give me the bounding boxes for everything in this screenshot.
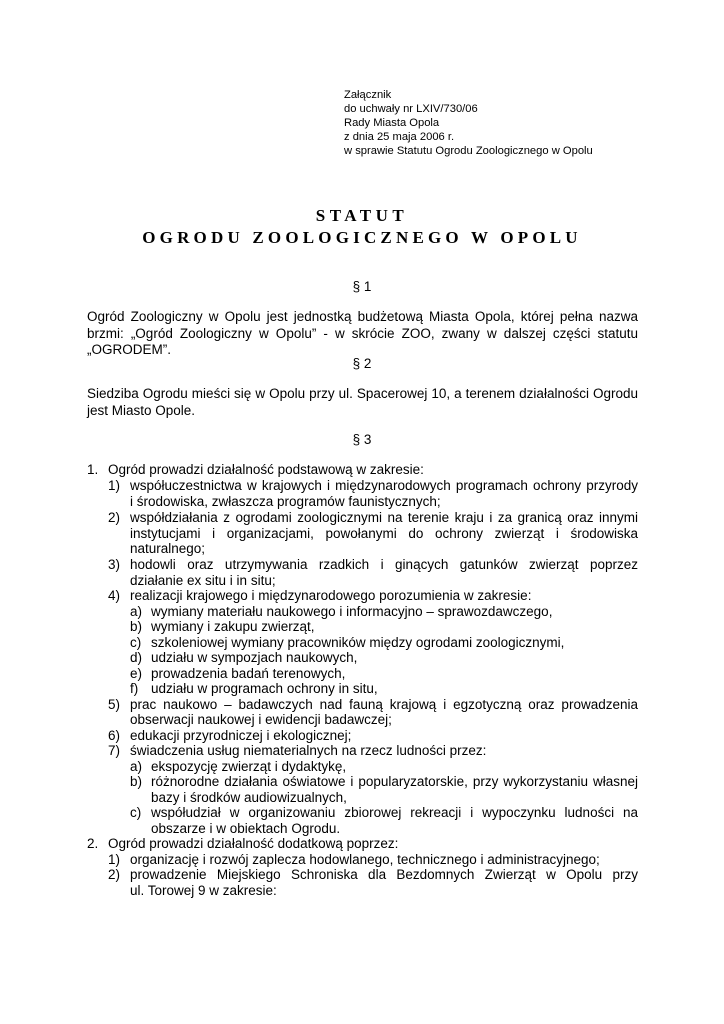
header-line: do uchwały nr LXIV/730/06	[344, 103, 478, 115]
list-text: obszarze i w obiektach Ogrodu.	[151, 821, 341, 836]
list-marker: 6)	[108, 728, 121, 743]
text-line: brzmi: „Ogród Zoologiczny w Opolu” - w skrócie ZOO, zwany w dalszej części statutu	[87, 325, 638, 341]
header-line: z dnia 25 maja 2006 r.	[344, 131, 455, 143]
list-marker: 1)	[108, 852, 121, 867]
list-text: realizacji krajowego i międzynarodowego porozumienia w zakresie:	[130, 588, 532, 603]
list-marker: a)	[130, 759, 143, 774]
list-text: udziału w sympozjach naukowych,	[151, 650, 358, 665]
list-text: hodowli oraz utrzymywania rzadkich i ginących gatunków zwierząt poprzez	[130, 557, 638, 572]
list-marker: 3)	[108, 557, 121, 572]
list-marker: 2.	[87, 836, 99, 851]
list-text: instytucjami i organizacjami, powołanymi do ochrony zwierząt i środowiska	[130, 526, 638, 541]
list-text: prowadzenia badań terenowych,	[151, 666, 346, 681]
list-text: wymiany i zakupu zwierząt,	[151, 619, 315, 634]
list-marker: 2)	[108, 867, 121, 882]
list-text: współdziałania z ogrodami zoologicznymi na terenie kraju i za granicą oraz innymi	[130, 510, 638, 525]
list-marker: 1.	[87, 462, 99, 477]
list-text: świadczenia usług niematerialnych na rzecz ludności przez:	[130, 743, 487, 758]
list-text: różnorodne działania oświatowe i popularyzatorskie, przy wykorzystaniu własnej	[151, 774, 638, 789]
list-text: ul. Torowej 9 w zakresie:	[130, 883, 277, 898]
header-line: Załącznik	[344, 89, 392, 101]
list-marker: a)	[130, 604, 143, 619]
list-text: wymiany materiału naukowego i informacyjno – sprawozdawczego,	[151, 604, 553, 619]
header-line: w sprawie Statutu Ogrodu Zoologicznego w Opolu	[344, 145, 593, 157]
list-marker: d)	[130, 650, 143, 665]
list-marker: 7)	[108, 743, 121, 758]
list-marker: 5)	[108, 697, 121, 712]
section-1-text	[87, 309, 638, 359]
list-text: współuczestnictwa w krajowych i międzynarodowych programach ochrony przyrody	[130, 478, 638, 493]
section-heading-3: § 3	[352, 432, 372, 447]
list-marker: f)	[130, 681, 139, 696]
list-text: współudział w organizowaniu zbiorowej rekreacji i wypoczynku ludności na	[151, 805, 638, 820]
list-marker: b)	[130, 774, 143, 789]
list-marker: c)	[130, 635, 142, 650]
text-line: jest Miasto Opole.	[87, 402, 196, 418]
list-marker: b)	[130, 619, 143, 634]
text-line: Ogród Zoologiczny w Opolu jest jednostką budżetową Miasta Opola, której pełna nazwa	[87, 309, 638, 324]
list-text: organizację i rozwój zaplecza hodowlanego, technicznego i administracyjnego;	[130, 852, 600, 867]
header-line: Rady Miasta Opola	[344, 117, 440, 129]
list-marker: 2)	[108, 510, 121, 525]
document-subtitle: OGRODU ZOOLOGICZNEGO W OPOLU	[142, 228, 582, 247]
list-text: obserwacji naukowej i ewidencji badawczej;	[130, 712, 392, 727]
attachment-header	[344, 88, 593, 158]
list-text: naturalnego;	[130, 541, 206, 556]
list-text: edukacji przyrodniczej i ekologicznej;	[130, 728, 352, 743]
list-text: Ogród prowadzi działalność podstawową w zakresie:	[108, 462, 424, 477]
list-text: udziału w programach ochrony in situ,	[151, 681, 378, 696]
list-text: prac naukowo – badawczych nad fauną krajową i egzotyczną oraz prowadzenia	[130, 697, 638, 712]
document-title: STATUT	[315, 206, 409, 225]
text-line: „OGRODEM”.	[87, 342, 171, 357]
list-marker: e)	[130, 666, 143, 681]
list-text: ekspozycję zwierząt i dydaktykę,	[151, 759, 347, 774]
list-marker: 1)	[108, 478, 121, 493]
list-marker: c)	[130, 805, 142, 820]
list-text: i środowiska, zwłaszcza programów faunistycznych;	[130, 494, 441, 509]
list-text: prowadzenie Miejskiego Schroniska dla Bezdomnych Zwierząt w Opolu przy	[130, 867, 638, 882]
text-line: Siedziba Ogrodu mieści się w Opolu przy ul. Spacerowej 10, a terenem działalności Ogrodu	[87, 386, 638, 401]
list-text: działanie ex situ i in situ;	[130, 573, 276, 588]
list-marker: 4)	[108, 588, 121, 603]
list-text: szkoleniowej wymiany pracowników między ogrodami zoologicznymi,	[151, 635, 565, 650]
section-heading-1: § 1	[352, 279, 372, 294]
section-2-text	[87, 386, 638, 419]
section-heading-2: § 2	[352, 356, 372, 371]
list-text: Ogród prowadzi działalność dodatkową poprzez:	[108, 836, 399, 851]
list-text: bazy i środków audiowizualnych,	[151, 790, 347, 805]
